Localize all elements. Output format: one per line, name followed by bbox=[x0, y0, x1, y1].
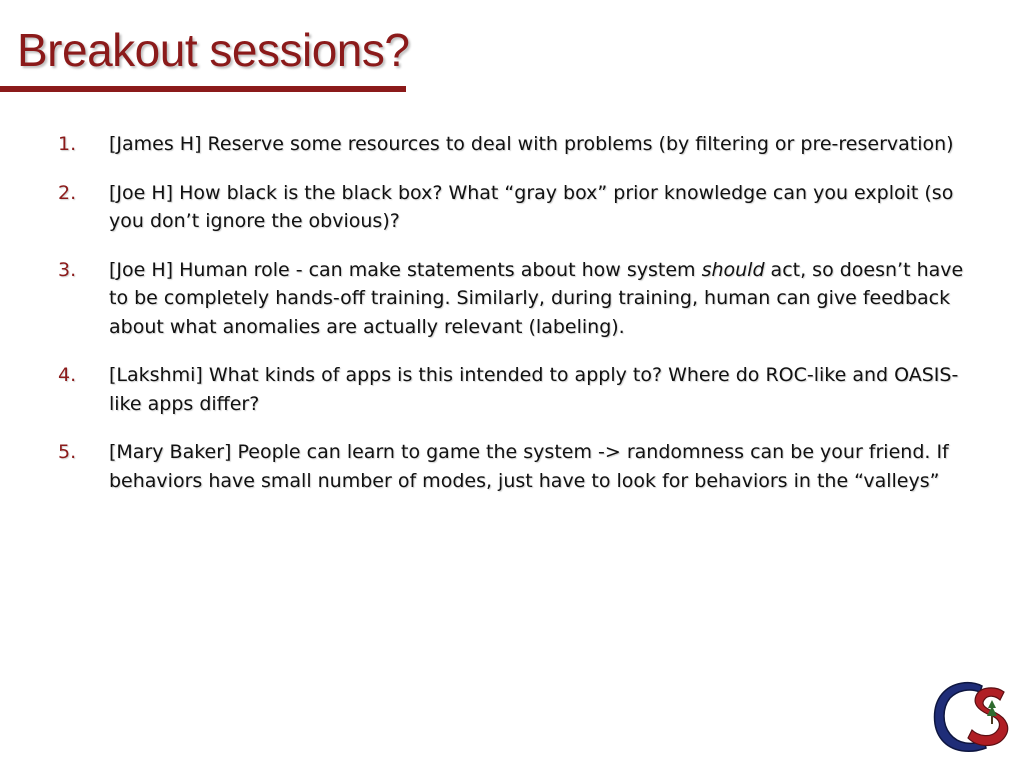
list-number: 3. bbox=[58, 258, 77, 281]
title-underline bbox=[0, 86, 406, 92]
list-text: [Lakshmi] What kinds of apps is this intended to apply to? Where do ROC-like and OASIS-like apps differ? bbox=[109, 364, 959, 415]
list-item-1 bbox=[58, 130, 978, 159]
slide-title: Breakout sessions? bbox=[17, 24, 410, 76]
breakout-list bbox=[58, 130, 978, 515]
list-text-start: [Joe H] Human role - can make statements about how system bbox=[109, 258, 702, 281]
list-number: 2. bbox=[58, 181, 77, 204]
list-text-emphasis: should bbox=[701, 258, 765, 281]
list-number: 1. bbox=[58, 133, 77, 155]
list-text-end: act, so doesn’t have to be completely hands-off training. Similarly, during training, human can give feedback about what anomalies are actually relevant (labeling). bbox=[109, 258, 964, 338]
list-text: [Mary Baker] People can learn to game the system -> randomness can be your friend. If behaviors have small number of modes, just have to look for behaviors in the “valleys” bbox=[109, 441, 949, 492]
list-text bbox=[109, 259, 963, 338]
list-text: [James H] Reserve some resources to deal with problems (by filtering or pre-reservation) bbox=[109, 133, 954, 155]
list-text: [Joe H] How black is the black box? What “gray box” prior knowledge can you exploit (so you don’t ignore the obvious)? bbox=[109, 181, 954, 232]
cs-logo-icon bbox=[930, 678, 1014, 756]
list-number: 4. bbox=[58, 364, 77, 386]
list-item-4 bbox=[58, 361, 978, 418]
list-number: 5. bbox=[58, 441, 77, 463]
list-item-2 bbox=[58, 179, 978, 236]
list-item-5 bbox=[58, 438, 978, 495]
list-item-3 bbox=[58, 256, 978, 342]
